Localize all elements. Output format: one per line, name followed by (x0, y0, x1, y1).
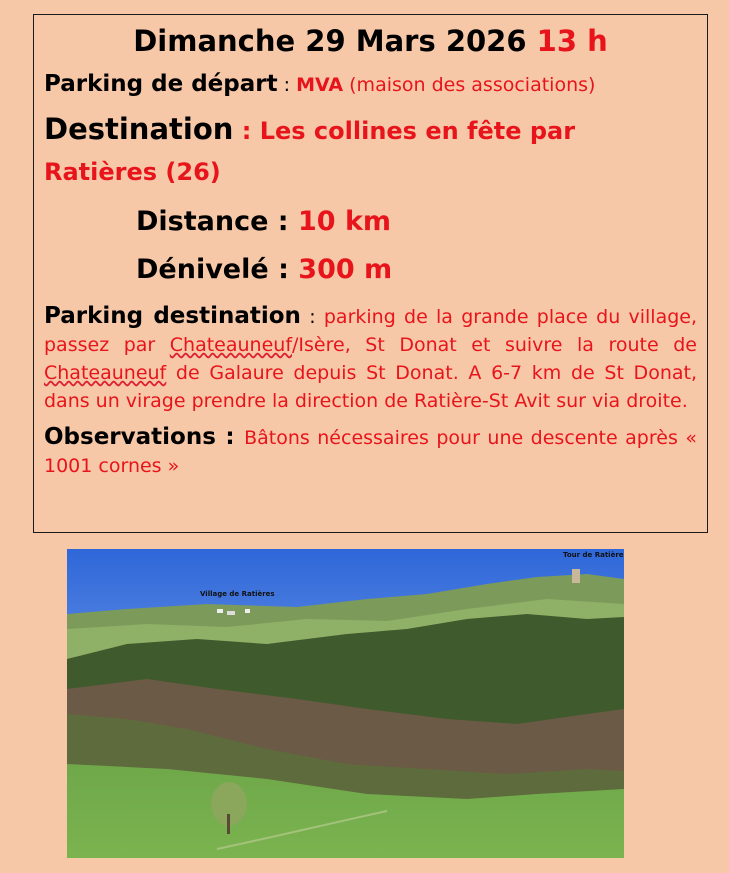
lone-tree-trunk (227, 814, 230, 834)
event-date-title (44, 23, 697, 59)
observations (44, 423, 697, 480)
destination-parking-text-b: Chateauneuf (169, 334, 293, 356)
departure-code: MVA (296, 74, 344, 96)
village-house (245, 609, 250, 613)
elevation-label: Dénivelé : (136, 254, 299, 285)
tower (572, 569, 580, 583)
destination-parking-separator: : (300, 306, 324, 328)
destination-parking (44, 302, 697, 415)
distance-value: 10 km (298, 206, 392, 237)
departure-detail: (maison des associations) (343, 74, 596, 96)
destination-label: Destination (44, 112, 234, 146)
village-house (217, 609, 223, 613)
elevation-row (136, 246, 697, 294)
elevation-value: 300 m (298, 254, 393, 285)
event-time: 13 h (536, 24, 608, 58)
observations-text: Bâtons nécessaires pour une descente après « 1001 cornes » (44, 427, 697, 477)
event-card (33, 14, 708, 533)
distance-label: Distance : (136, 206, 298, 237)
observations-label: Observations : (44, 424, 245, 450)
destination-value-line2: Ratières (26) (44, 158, 221, 186)
destination-value-line1: : Les collines en fête par (233, 117, 576, 145)
destination-parking-label: Parking destination (44, 303, 301, 329)
departure-label: Parking de départ (44, 71, 278, 97)
destination-block (44, 110, 697, 194)
departure-parking (44, 69, 697, 100)
landscape-photo (67, 549, 624, 858)
destination-parking-text-c: /Isère, St Donat et suivre la route de (292, 334, 697, 356)
distance-row (136, 198, 697, 246)
event-date: Dimanche 29 Mars 2026 (133, 24, 527, 58)
landscape-illustration (67, 549, 624, 858)
village-label: Village de Ratières (200, 590, 275, 598)
village-house (227, 611, 235, 615)
destination-parking-text-d: Chateauneuf (44, 362, 167, 384)
destination-parking-text-a: parking de la grande place du village, passez par (44, 306, 698, 356)
tower-label: Tour de Ratière (563, 551, 624, 559)
destination-parking-text-e: de Galaure depuis St Donat. A 6-7 km de St Donat, dans un virage prendre la direction de Ratière-St Avit sur via droite. (44, 362, 697, 412)
departure-separator: : (277, 74, 297, 96)
